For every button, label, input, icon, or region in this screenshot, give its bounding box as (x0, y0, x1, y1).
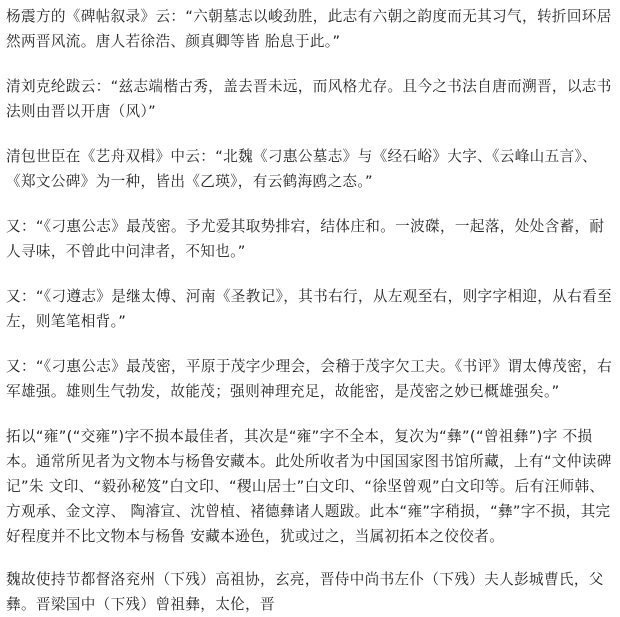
quote-bao-shichen: 清包世臣在《艺舟双楫》中云：“北魏《刁惠公墓志》与《经石峪》大字、《云峰山五言》、《郑文公碑》为一种，皆出《乙瑛》，有云鹤海鸥之态。” (6, 148, 598, 190)
inscription-text: 魏故使持节都督洛兖州（下残）高祖协，玄亮，晋侍中尚书左仆（下残）夫人彭城曹氏，父彝。晋梁国中（下残）曾祖彝，太伦，晋 (6, 571, 604, 613)
quote-liu-kelun: 清刘克纶跋云：“兹志端楷古秀，盖去晋未远，而风格尤存。且今之书法自唐而溯晋，以志书法则由晋以开唐（风）” (6, 78, 612, 120)
quote-yang-zhenfang: 杨震方的《碑帖叙录》云：“六朝墓志以峻劲胜，此志有六朝之韵度而无其习气，转折回环居然两晋风流。唐人若徐浩、颜真卿等皆 胎息于此。” (6, 8, 612, 50)
article-body (6, 4, 612, 617)
quote-again-3: 又：“《刁惠公志》最茂密，平原于茂字少理会，会稽于茂字欠工夫。《书评》谓太傅茂密，右军雄强。雄则生气勃发，故能茂；强则神理充足，故能密，是茂密之妙已概雄强矣。” (6, 358, 613, 400)
quote-again-1: 又：“《刁惠公志》最茂密。予尤爱其取势排宕，结体庄和。一波磔，一起落，处处含蓄，耐人寻味，不曾此中问津者，不知也。” (6, 218, 605, 260)
quote-again-2: 又：“《刁遵志》是继太傅、河南《圣教记》，其书右行，从左观至右，则字字相迎，从右看至左，则笔笔相背。” (6, 288, 613, 330)
rubbing-description: 拓以“雍”(“交雍”)字不损本最佳者，其次是“雍”字不全本，复次为“彝”(“曾祖彝”)字 不损本。通常所见者为文物本与杨鲁安藏本。此处所收者为中国国家图书馆所藏，上有“文仲读碑记”朱 文印、“毅孙秘笈”白文印、“稷山居士”白文印、“徐坚曾观”白文印等。后有汪师韩、方观承、金文淳、 陶濬宣、沈曾植、褚德彝诸人题跋。此本“雍”字稍损，“彝”字不损，其完好程度并不比文物本与杨鲁 安藏本逊色，犹或过之，当属初拓本之佼佼者。 (6, 428, 612, 545)
